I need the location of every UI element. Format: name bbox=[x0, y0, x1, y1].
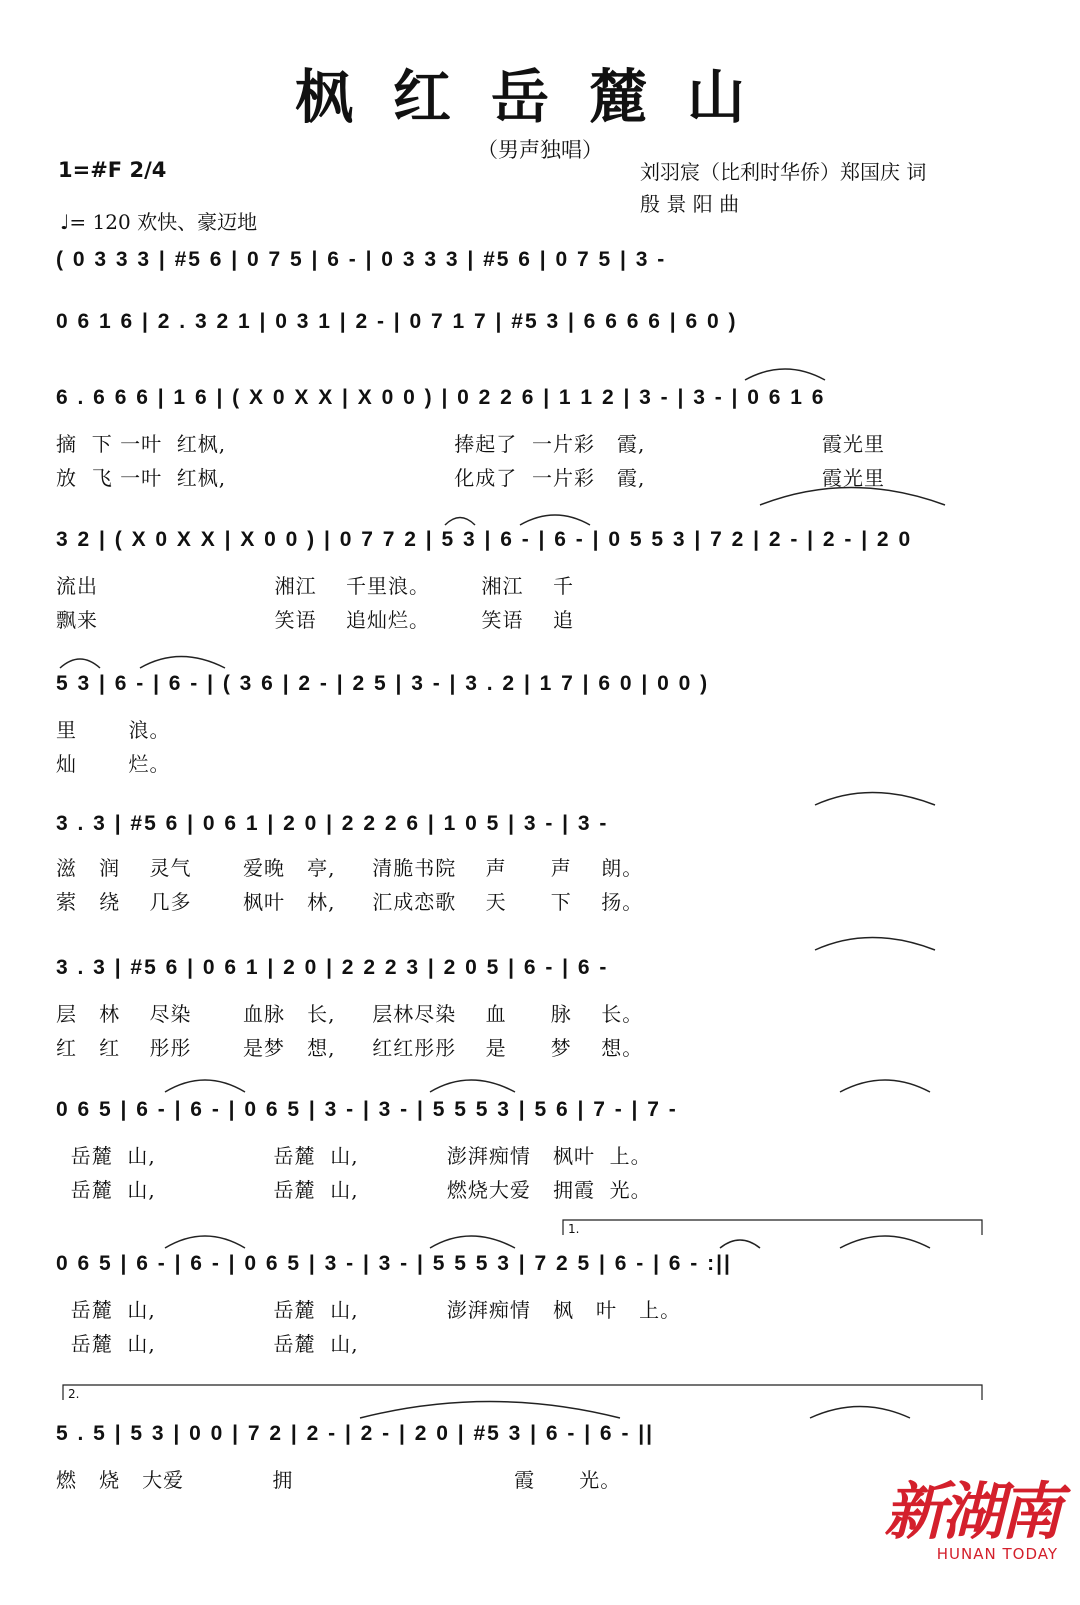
system-8-lyric-1: 岳麓 山, 岳麓 山, 澎湃痴情 枫叶 上。 bbox=[56, 1144, 652, 1168]
system-6-lyric-2: 萦 绕 几多 枫叶 林, 汇成恋歌 天 下 扬。 bbox=[56, 890, 644, 914]
lyricists-credit: 刘羽宸（比利时华侨）郑国庆 词 bbox=[640, 160, 927, 184]
system-6-notes: 3 . 3 | #5 6 | 0 6 1 | 2 0 | 2 2 2 6 | 1 0 5 | 3 - | 3 - bbox=[56, 812, 609, 835]
system-1-notes: ( 0 3 3 3 | #5 6 | 0 7 5 | 6 - | 0 3 3 3 | #5 6 | 0 7 5 | 3 - bbox=[56, 248, 667, 271]
key-signature: 1=#F 2/4 bbox=[58, 158, 167, 182]
song-title: 枫红岳麓山 bbox=[294, 63, 785, 131]
volta-2-label: 2. bbox=[68, 1387, 80, 1401]
system-8-lyric-2: 岳麓 山, 岳麓 山, 燃烧大爱 拥霞 光。 bbox=[56, 1178, 652, 1202]
logo-subtitle: HUNAN TODAY bbox=[936, 1545, 1058, 1563]
song-subtitle: （男声独唱） bbox=[477, 138, 603, 162]
tempo-marking: ♩= 120 欢快、豪迈地 bbox=[60, 210, 258, 234]
system-2-notes: 0 6 1 6 | 2 . 3 2 1 | 0 3 1 | 2 - | 0 7 1 7 | #5 3 | 6 6 6 6 | 6 0 ) bbox=[56, 310, 738, 333]
system-10-notes: 5 . 5 | 5 3 | 0 0 | 7 2 | 2 - | 2 - | 2 0 | #5 3 | 6 - | 6 - || bbox=[56, 1422, 655, 1445]
system-4-lyric-2: 飘来 笑语 追灿烂。 笑语 追 bbox=[56, 608, 574, 632]
system-6-lyric-1: 滋 润 灵气 爱晚 亭, 清脆书院 声 声 朗。 bbox=[56, 856, 644, 880]
logo-mark: 新湖南 bbox=[883, 1475, 1058, 1548]
system-9-notes: 0 6 5 | 6 - | 6 - | 0 6 5 | 3 - | 3 - | 5 5 5 3 | 7 2 5 | 6 - | 6 - :|| bbox=[56, 1252, 732, 1275]
system-7-lyric-2: 红 红 彤彤 是梦 想, 红红彤彤 是 梦 想。 bbox=[56, 1036, 644, 1060]
system-5-lyric-2: 灿 烂。 bbox=[56, 752, 171, 776]
system-3-lyric-1: 摘 下 一叶 红枫, 捧起了 一片彩 霞, 霞光里 bbox=[56, 432, 885, 456]
system-3-notes: 6 . 6 6 6 | 1 6 | ( X 0 X X | X 0 0 ) | 0 2 2 6 | 1 1 2 | 3 - | 3 - | 0 6 1 6 bbox=[56, 386, 826, 409]
hunan-today-logo bbox=[884, 1462, 1058, 1563]
system-9-lyric-1: 岳麓 山, 岳麓 山, 澎湃痴情 枫 叶 上。 bbox=[56, 1298, 682, 1322]
system-5-notes: 5 3 | 6 - | 6 - | ( 3 6 | 2 - | 2 5 | 3 - | 3 . 2 | 1 7 | 6 0 | 0 0 ) bbox=[56, 672, 710, 695]
system-4-notes: 3 2 | ( X 0 X X | X 0 0 ) | 0 7 7 2 | 5 3 | 6 - | 6 - | 0 5 5 3 | 7 2 | 2 - | 2 - | 2 0 bbox=[56, 528, 913, 551]
system-4-lyric-1: 流出 湘江 千里浪。 湘江 千 bbox=[56, 574, 574, 598]
composer-credit: 殷 景 阳 曲 bbox=[640, 192, 740, 216]
system-5-lyric-1: 里 浪。 bbox=[56, 718, 171, 742]
system-7-lyric-1: 层 林 尽染 血脉 长, 层林尽染 血 脉 长。 bbox=[56, 1002, 644, 1026]
system-9-lyric-2: 岳麓 山, 岳麓 山, bbox=[56, 1332, 359, 1356]
system-3-lyric-2: 放 飞 一叶 红枫, 化成了 一片彩 霞, 霞光里 bbox=[56, 466, 885, 490]
system-8-notes: 0 6 5 | 6 - | 6 - | 0 6 5 | 3 - | 3 - | 5 5 5 3 | 5 6 | 7 - | 7 - bbox=[56, 1098, 678, 1121]
system-10-lyric-1: 燃 烧 大爱 拥 霞 光。 bbox=[56, 1468, 622, 1492]
volta-1-label: 1. bbox=[568, 1222, 580, 1236]
system-7-notes: 3 . 3 | #5 6 | 0 6 1 | 2 0 | 2 2 2 3 | 2 0 5 | 6 - | 6 - bbox=[56, 956, 609, 979]
